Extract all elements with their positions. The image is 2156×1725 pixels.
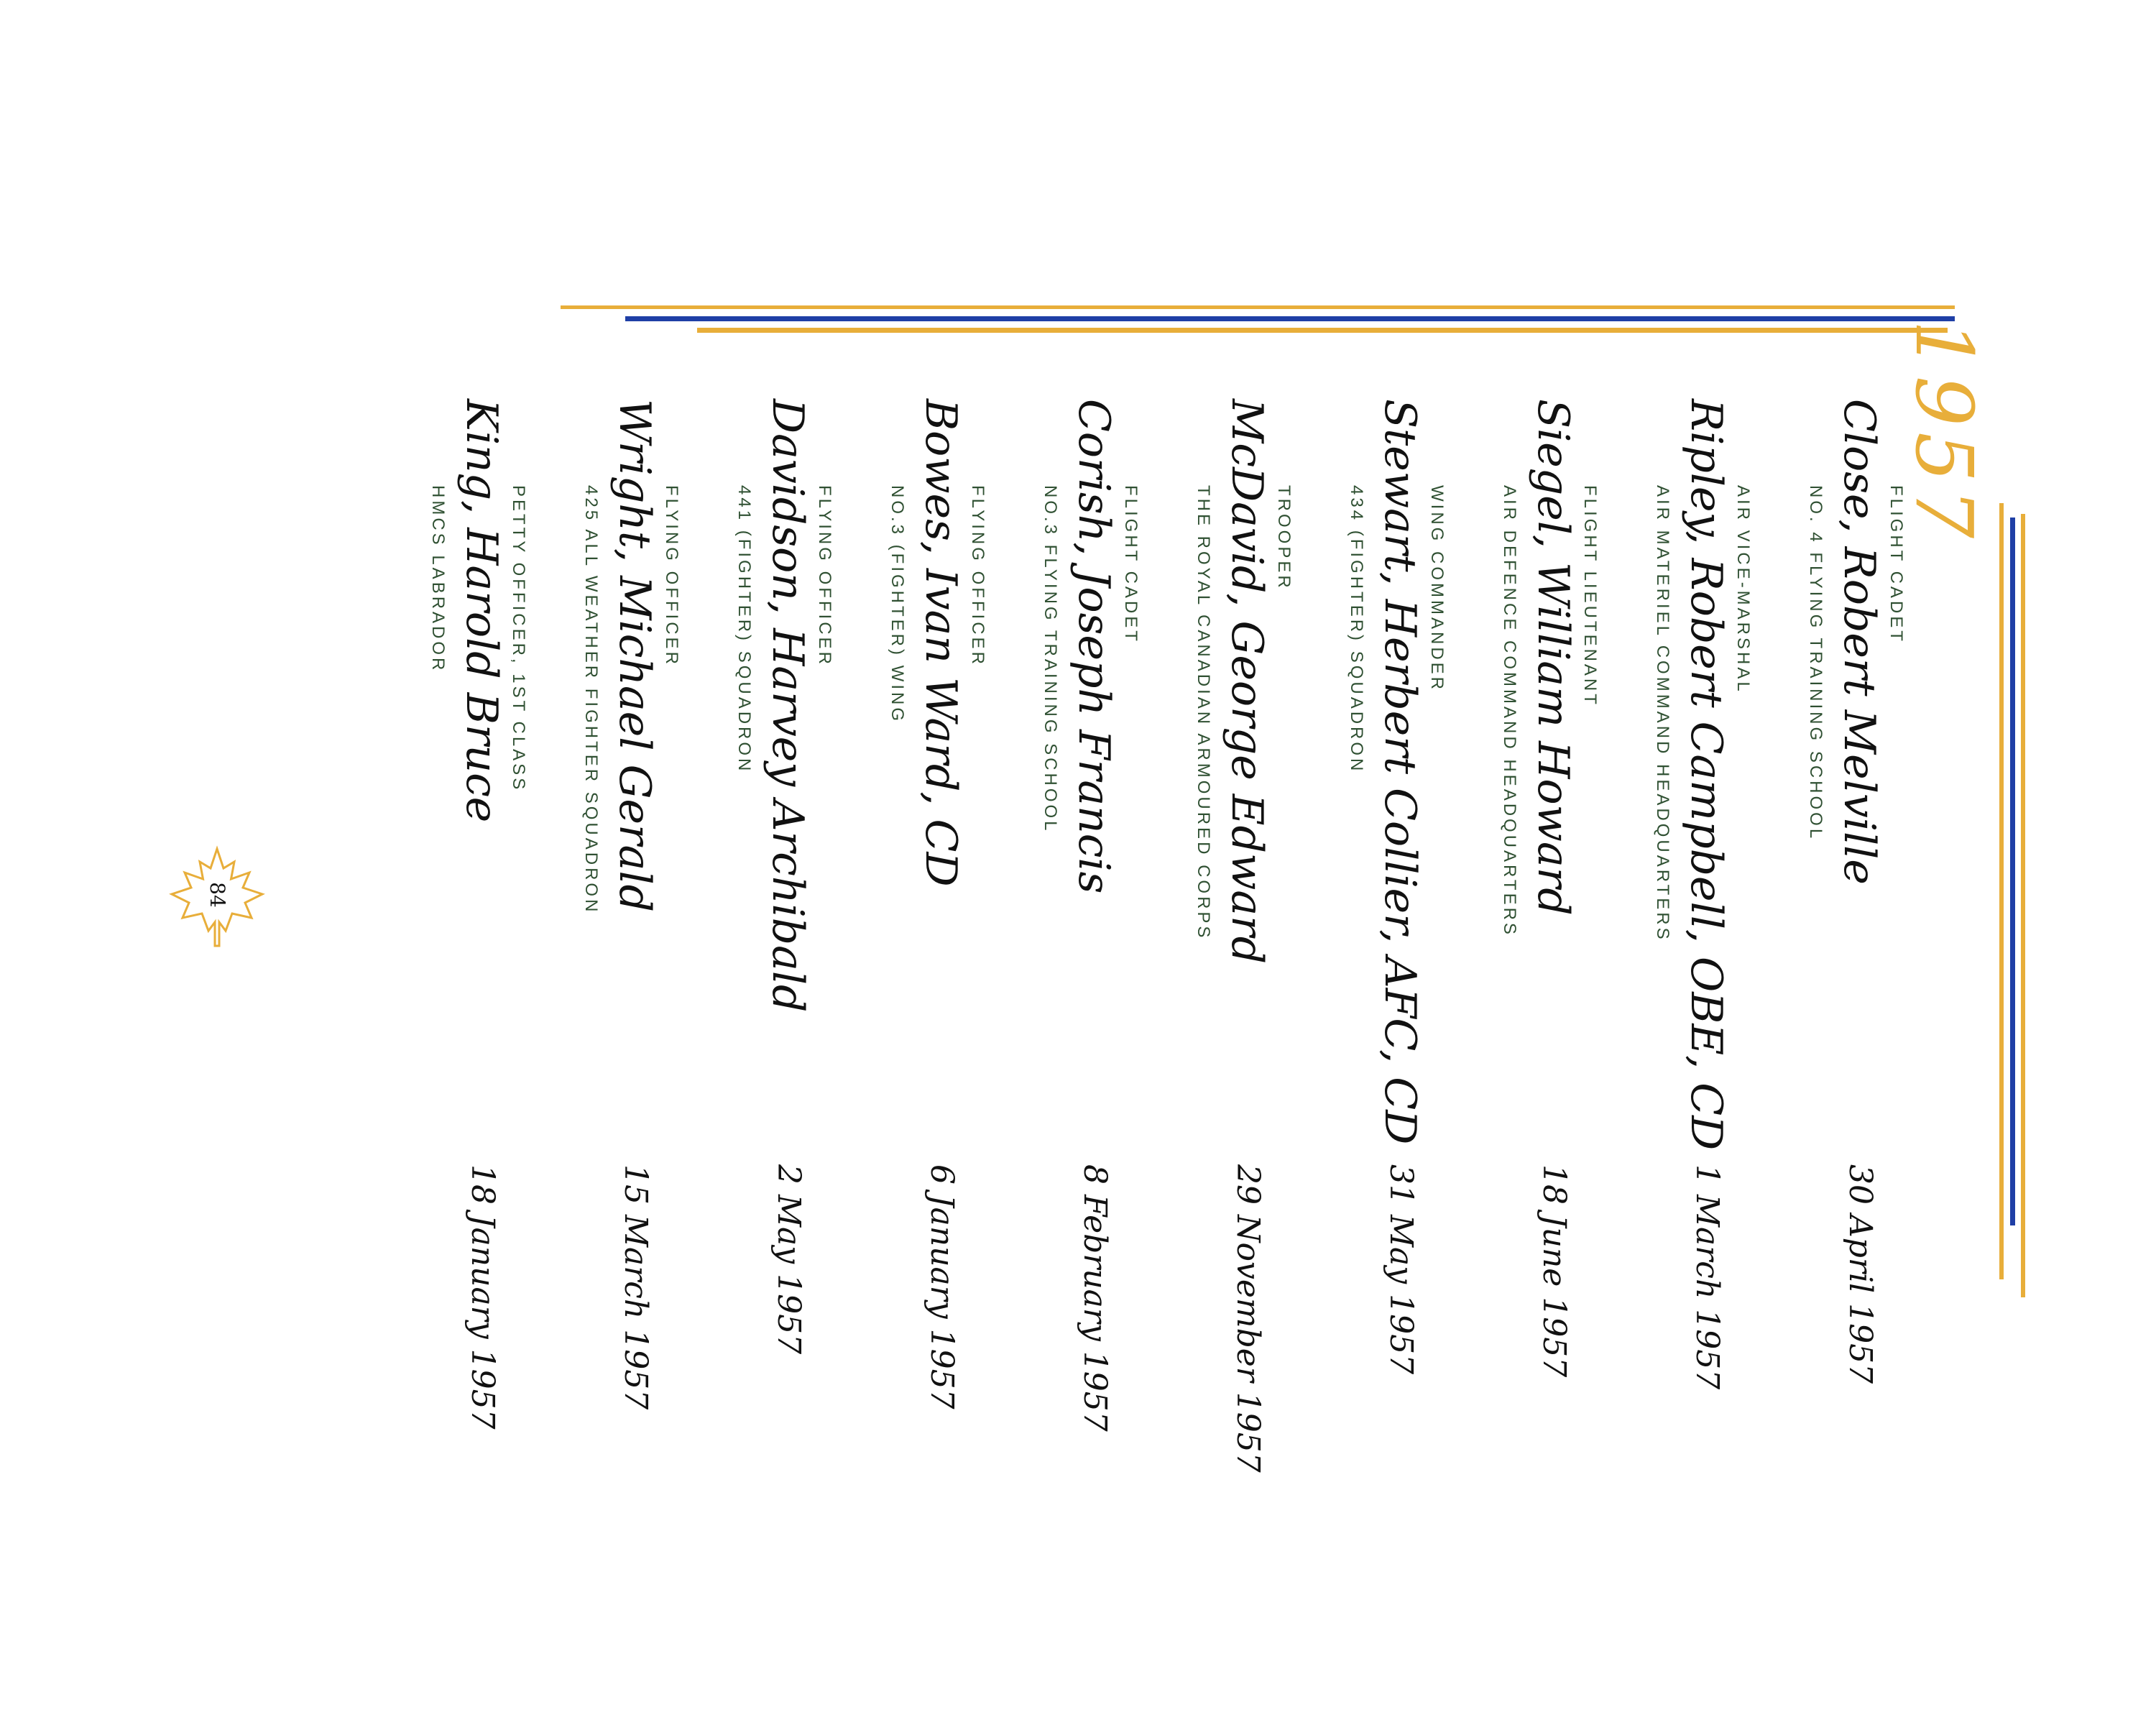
- entry-unit: AIR DEFENCE COMMAND HEADQUARTERS: [1500, 485, 1519, 937]
- entry-date: 31 May 1957: [1383, 1164, 1419, 1375]
- entry-rank: FLIGHT LIEUTENANT: [1580, 485, 1600, 707]
- entry-date: 18 June 1957: [1536, 1164, 1572, 1378]
- year-heading: 1957: [1898, 320, 1990, 544]
- entry: [833, 399, 986, 1491]
- top-gold-rule-lower: [697, 328, 1948, 333]
- entry: [1598, 399, 1751, 1491]
- entry-rank: PETTY OFFICER, 1ST CLASS: [509, 485, 528, 793]
- entry-name: Close, Robert Melville: [1834, 399, 1884, 885]
- page-number: 84: [206, 882, 229, 908]
- entry-name: McDavid, George Edward: [1222, 399, 1272, 965]
- top-blue-rule: [625, 316, 1955, 321]
- entry-rank: TROOPER: [1274, 485, 1294, 591]
- entry-rank: WING COMMANDER: [1427, 485, 1447, 692]
- entry-date: 29 November 1957: [1230, 1164, 1266, 1473]
- entry-unit: THE ROYAL CANADIAN ARMOURED CORPS: [1194, 485, 1213, 941]
- memorial-entries: [374, 399, 1904, 1491]
- entry-unit: HMCS LABRADOR: [428, 485, 448, 673]
- entry-date: 1 March 1957: [1689, 1164, 1726, 1390]
- entry-unit: NO.3 FLYING TRAINING SCHOOL: [1041, 485, 1060, 834]
- entry-date: 18 January 1957: [464, 1164, 501, 1430]
- entry-rank: FLYING OFFICER: [815, 485, 834, 667]
- entry-rank: FLYING OFFICER: [968, 485, 987, 667]
- entry-name: Wright, Michael Gerald: [609, 399, 660, 913]
- entry-date: 30 April 1957: [1842, 1164, 1879, 1384]
- entry: [527, 399, 680, 1491]
- entry: [986, 399, 1139, 1491]
- entry-unit: 434 (FIGHTER) SQUADRON: [1347, 485, 1366, 774]
- entry-unit: NO.3 (FIGHTER) WING: [888, 485, 907, 724]
- entry-name: King, Harold Bruce: [456, 399, 507, 823]
- entry-date: 8 February 1957: [1077, 1164, 1113, 1432]
- right-gold-rule-outer: [2021, 514, 2025, 1297]
- entry-rank: AIR VICE-MARSHAL: [1733, 485, 1753, 694]
- entry-date: 6 January 1957: [923, 1164, 960, 1409]
- entry-rank: FLIGHT CADET: [1121, 485, 1141, 644]
- top-gold-rule-upper: [561, 305, 1955, 309]
- right-blue-rule: [2010, 518, 2015, 1225]
- entry: [1445, 399, 1598, 1491]
- entry-date: 15 March 1957: [617, 1164, 654, 1410]
- entry: [1139, 399, 1292, 1491]
- entry: [680, 399, 833, 1491]
- entry-unit: AIR MATERIEL COMMAND HEADQUARTERS: [1653, 485, 1672, 942]
- entry-name: Siegel, William Howard: [1528, 399, 1578, 916]
- entry: [1292, 399, 1445, 1491]
- entry-name: Corish, Joseph Francis: [1069, 399, 1119, 894]
- entry-unit: NO. 4 FLYING TRAINING SCHOOL: [1806, 485, 1825, 842]
- entry-name: Davidson, Harvey Archibald: [763, 399, 813, 1013]
- entry-name: Ripley, Robert Campbell, OBE, CD: [1681, 399, 1731, 1151]
- entry-rank: FLIGHT CADET: [1886, 485, 1906, 644]
- entry-name: Stewart, Herbert Collier, AFC, CD: [1375, 399, 1425, 1145]
- entry: [1751, 399, 1904, 1491]
- entry: [374, 399, 527, 1491]
- entry-date: 2 May 1957: [770, 1164, 807, 1355]
- entry-name: Bowes, Ivan Ward, CD: [916, 399, 966, 887]
- entry-unit: 441 (FIGHTER) SQUADRON: [734, 485, 754, 774]
- entry-rank: FLYING OFFICER: [662, 485, 681, 667]
- right-gold-rule-inner: [1999, 503, 2004, 1279]
- entry-unit: 425 ALL WEATHER FIGHTER SQUADRON: [581, 485, 601, 915]
